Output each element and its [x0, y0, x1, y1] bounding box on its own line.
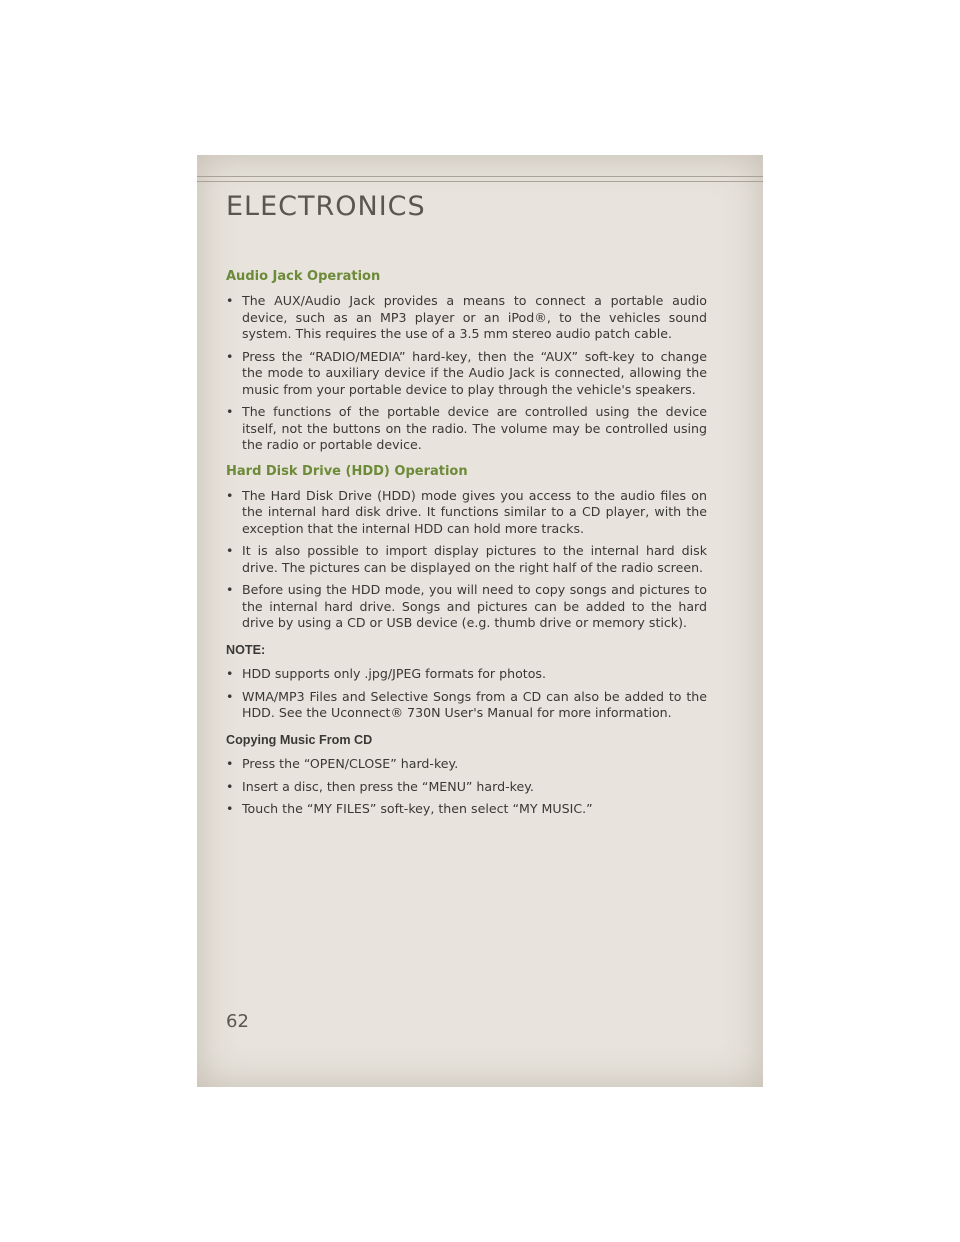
bullet-glyph: •	[226, 778, 234, 794]
hdd-list	[226, 488, 707, 632]
list-item-text: Touch the “MY FILES” soft-key, then select “MY MUSIC.”	[242, 801, 593, 816]
list-item	[226, 349, 707, 399]
list-item-text: Before using the HDD mode, you will need to copy songs and pictures to the internal hard drive. Songs and pictures can be added to the hard drive by using a CD or USB device (e.g. thumb drive or memory stick).	[242, 582, 707, 630]
list-item	[226, 293, 707, 343]
hdd-heading: Hard Disk Drive (HDD) Operation	[226, 463, 468, 479]
list-item-text: Press the “OPEN/CLOSE” hard-key.	[242, 756, 459, 771]
list-item-text: It is also possible to import display pictures to the internal hard disk drive. The pictures can be displayed on the right half of the radio screen.	[242, 543, 707, 575]
bullet-glyph: •	[226, 801, 234, 816]
list-item	[226, 404, 707, 454]
list-item-text: The Hard Disk Drive (HDD) mode gives you access to the audio files on the internal hard disk drive. It functions similar to a CD player, with the exception that the internal HDD can hold more tracks.	[242, 487, 707, 536]
list-item-text: WMA/MP3 Files and Selective Songs from a CD can also be added to the HDD. See the Uconnect® 730N User's Manual for more information.	[242, 688, 707, 720]
page-content	[226, 269, 707, 824]
list-item-text: The functions of the portable device are controlled using the device itself, not the buttons on the radio. The volume may be controlled using the radio or portable device.	[242, 404, 707, 452]
copying-label: Copying Music From CD	[226, 732, 373, 747]
list-item	[226, 801, 707, 818]
copying-list	[226, 756, 707, 818]
list-item	[226, 543, 707, 576]
bullet-glyph: •	[226, 293, 234, 308]
note-label: NOTE:	[226, 642, 266, 657]
header-rule-bottom	[197, 181, 763, 182]
manual-page	[197, 155, 763, 1087]
bullet-glyph: •	[226, 487, 234, 503]
audio-jack-list	[226, 293, 707, 454]
bullet-glyph: •	[226, 756, 234, 771]
list-item-text: Press the “RADIO/MEDIA” hard-key, then the “AUX” soft-key to change the mode to auxiliary device if the Audio Jack is connected, allowing the music from your portable device to play through the vehicle's speakers.	[242, 348, 707, 397]
page-number: 62	[226, 1011, 249, 1032]
bullet-glyph: •	[226, 404, 234, 419]
bullet-glyph: •	[226, 666, 234, 681]
header-rule-top	[197, 176, 763, 177]
list-item-text: Insert a disc, then press the “MENU” hard-key.	[242, 778, 534, 794]
list-item	[226, 488, 707, 538]
audio-jack-heading: Audio Jack Operation	[226, 269, 381, 284]
bullet-glyph: •	[226, 582, 234, 597]
list-item-text: HDD supports only .jpg/JPEG formats for photos.	[242, 666, 546, 681]
list-item	[226, 666, 707, 683]
bullet-glyph: •	[226, 688, 234, 704]
note-list	[226, 666, 707, 722]
list-item	[226, 582, 707, 632]
section-title: ELECTRONICS	[226, 191, 426, 222]
list-item	[226, 756, 707, 773]
list-item	[226, 779, 707, 796]
list-item	[226, 689, 707, 722]
bullet-glyph: •	[226, 348, 234, 364]
bullet-glyph: •	[226, 543, 234, 558]
list-item-text: The AUX/Audio Jack provides a means to connect a portable audio device, such as an MP3 player or an iPod®, to the vehicles sound system. This requires the use of a 3.5 mm stereo audio patch cable.	[242, 293, 707, 341]
